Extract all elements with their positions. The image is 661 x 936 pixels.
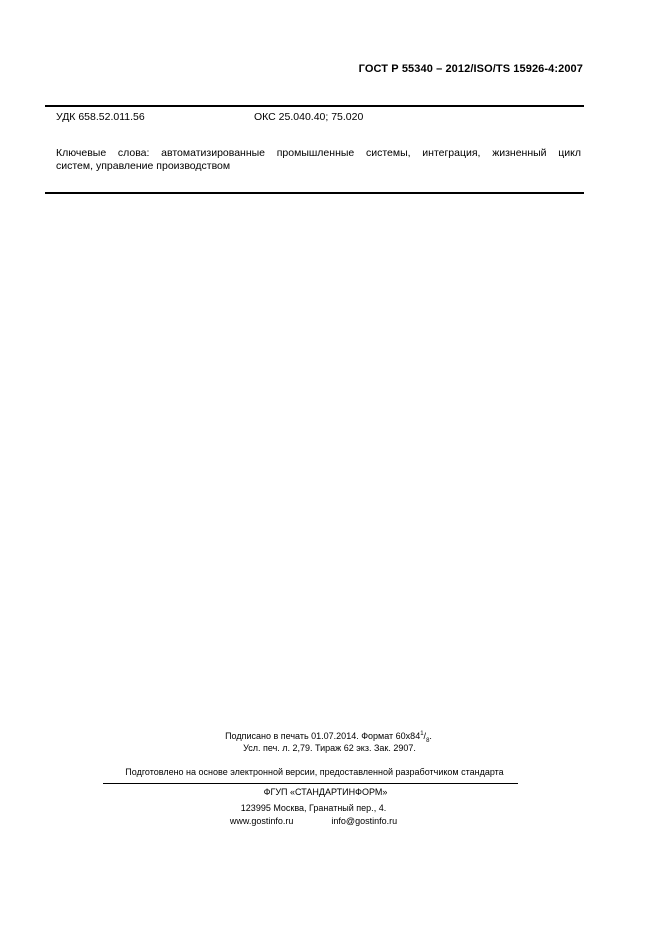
document-code-header: ГОСТ Р 55340 – 2012/ISO/TS 15926-4:2007 bbox=[358, 63, 583, 75]
top-divider bbox=[45, 105, 584, 107]
signed-to-print-line bbox=[0, 731, 659, 744]
keywords-line-1: Ключевые слова: автоматизированные промышленные системы, интеграция, жизненный цикл bbox=[56, 147, 581, 159]
prepared-note-line: Подготовлено на основе электронной версии, предоставленной разработчиком стандарта bbox=[125, 767, 504, 777]
format-fraction-numerator: 1 bbox=[420, 731, 424, 737]
signed-text: Подписано в печать 01.07.2014. Формат 60x84 bbox=[225, 731, 421, 741]
format-fraction-denominator: 8 bbox=[426, 737, 430, 744]
bottom-divider bbox=[45, 192, 584, 194]
format-fraction-slash: / bbox=[423, 731, 427, 741]
publisher-contacts bbox=[0, 816, 644, 826]
print-details-line: Усл. печ. л. 2,79. Тираж 62 экз. Зак. 2907. bbox=[243, 743, 416, 753]
publisher-email: info@gostinfo.ru bbox=[331, 816, 398, 826]
imprint-divider bbox=[103, 783, 518, 784]
format-fraction-period: . bbox=[429, 731, 432, 741]
udk-code: УДК 658.52.011.56 bbox=[56, 111, 145, 123]
publisher-name: ФГУП «СТАНДАРТИНФОРМ» bbox=[263, 787, 388, 797]
oks-code: ОКС 25.040.40; 75.020 bbox=[254, 111, 364, 123]
keywords-line-2: систем, управление производством bbox=[56, 160, 231, 172]
publisher-website: www.gostinfo.ru bbox=[229, 816, 294, 826]
publisher-address: 123995 Москва, Гранатный пер., 4. bbox=[240, 803, 387, 813]
keywords-block bbox=[56, 147, 581, 173]
